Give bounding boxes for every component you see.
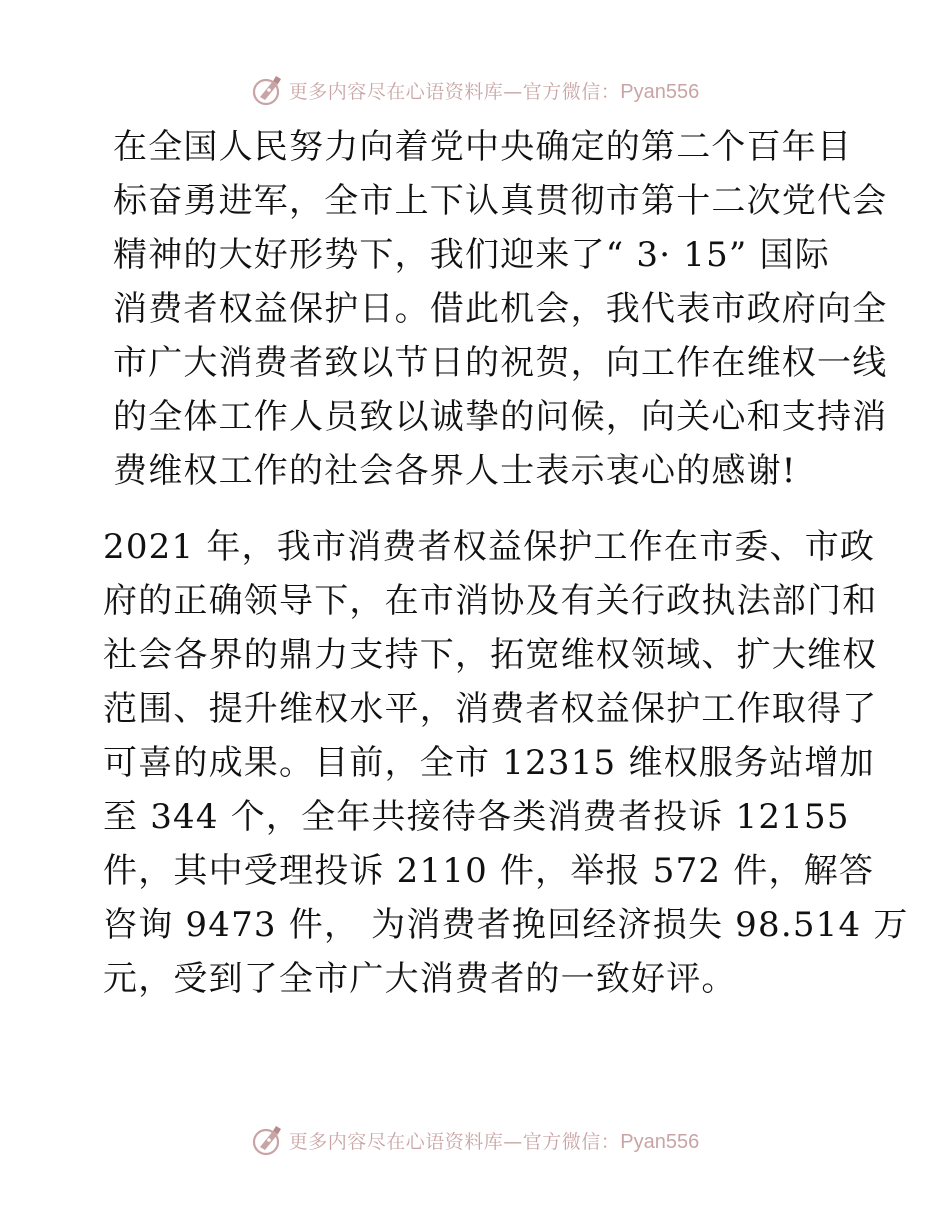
text-line: 精神的大好形势下，我们迎来了“ 3· 15” 国际 [113, 235, 830, 275]
text-line: 元，受到了全市广大消费者的一致好评。 [103, 959, 737, 999]
text-line: 的全体工作人员致以诚挚的问候，向关心和支持消 [113, 397, 888, 437]
watermark-text: 更多内容尽在心语资料库—官方微信：Pyan556 [288, 80, 700, 103]
pen-nib-logo-icon [251, 1123, 285, 1157]
text-line: 件，其中受理投诉 2110 件，举报 572 件，解答 [103, 851, 875, 891]
text-line: 标奋勇进军，全市上下认真贯彻市第十二次党代会 [113, 181, 888, 221]
watermark-wechat-id: Pyan556 [620, 1130, 700, 1153]
header-watermark [0, 70, 950, 110]
watermark-wechat-id: Pyan556 [620, 80, 700, 103]
text-line: 范围、提升维权水平，消费者权益保护工作取得了 [103, 689, 878, 729]
text-line: 2021 年，我市消费者权益保护工作在市委、市政 [103, 527, 876, 567]
pen-nib-logo-icon [251, 73, 285, 107]
text-line: 费维权工作的社会各界人士表示衷心的感谢! [113, 451, 797, 491]
paragraph-achievements [97, 520, 909, 1006]
text-line: 咨询 9473 件， 为消费者挽回经济损失 98.514 万 [103, 905, 909, 945]
text-line: 府的正确领导下，在市消协及有关行政执法部门和 [103, 581, 878, 621]
text-line: 市广大消费者致以节日的祝贺，向工作在维权一线 [113, 343, 888, 383]
text-line: 消费者权益保护日。借此机会，我代表市政府向全 [113, 289, 888, 329]
paragraph-greeting [97, 120, 888, 498]
text-line: 至 344 个，全年共接待各类消费者投诉 12155 [103, 797, 850, 837]
text-line: 在全国人民努力向着党中央确定的第二个百年目 [113, 127, 853, 167]
document-body [97, 120, 909, 1006]
watermark-text: 更多内容尽在心语资料库—官方微信：Pyan556 [288, 1130, 700, 1153]
text-line: 可喜的成果。目前，全市 12315 维权服务站增加 [103, 743, 875, 783]
footer-watermark [0, 1120, 950, 1160]
text-line: 社会各界的鼎力支持下，拓宽维权领域、扩大维权 [103, 635, 878, 675]
